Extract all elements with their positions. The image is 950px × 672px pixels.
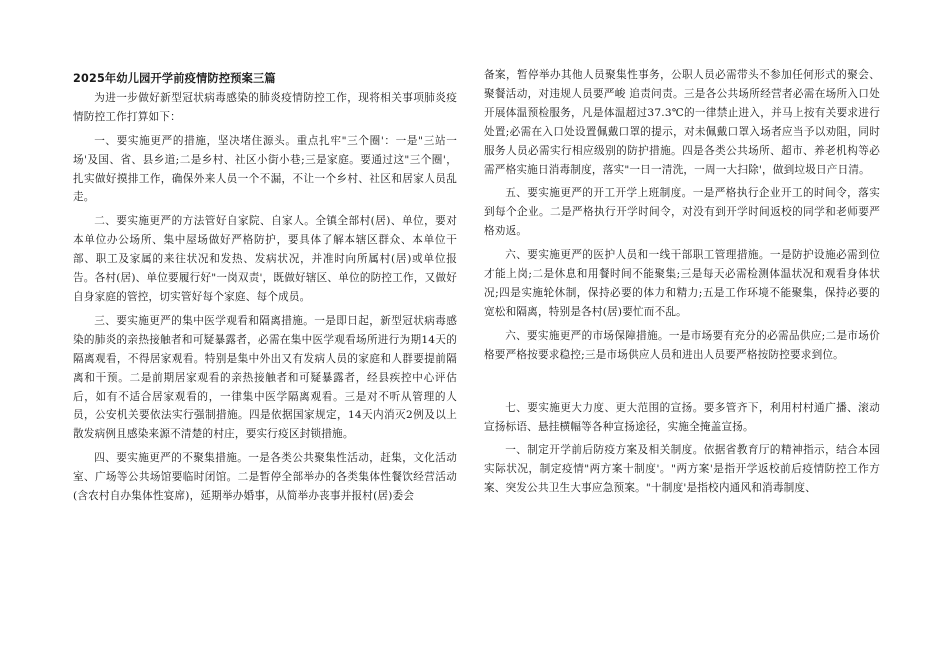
paragraph-4-continued: 备案，暂停举办其他人员聚集性事务，公职人员必需带头不参加任何形式的聚会、聚餐活动，对违规人员要严峻 追责问责。三是各公共场所经营者必需在场所入口处开展体温预检服务，凡是体温超过37.3℃的一律禁止进入，并马上按有关要求进行处置;必需在入口处设置佩戴口罩的提示，对未佩戴口罩入场者应当予以劝阻，同时服务人员必需实行相应级别的防护措施。四是各类公共场所、超市、养老机构等必需严格实施日消毒制度，落实"一日一清洗，一周一大扫除'，做到垃圾日产日清。 bbox=[484, 69, 880, 176]
paragraph-4: 四、要实施更严的不聚集措施。一是各类公共聚集性活动，赶集，文化活动室、广场等公共场馆要临时闭馆。二是暂停全部举办的各类集体性餐饮经营活动(含农村自办集体性宴席)，延期举办婚事，从简举办丧事并报村(居)委会 bbox=[73, 452, 457, 503]
paragraph-6: 六、要实施更严的医护人员和一线干部职工管理措施。一是防护设施必需到位才能上岗;二是休息和用餐时间不能聚集;三是每天必需检测体温状况和观看身体状况;四是实施轮休制，保持必要的体力和精力;五是工作环境不能聚集，保持必要的宽松和隔离，特别是各村(居)要忙而不乱。 bbox=[484, 249, 880, 318]
paragraph-intro: 为进一步做好新型冠状病毒感染的肺炎疫情防控工作，现将相关事项肺炎疫情防控工作打算如下： bbox=[73, 91, 457, 123]
paragraph-plan-1: 一、制定开学前后防疫方案及相关制度。依据省教育厅的精神指示，结合本园实际状况，制定疫情"两方案十制度'。"两方案'是指开学返校前后疫情防控工作方案、突发公共卫生大事应急预案。"十制度'是指校内通风和消毒制度、 bbox=[484, 444, 880, 495]
paragraph-5: 五、要实施更严的开工开学上班制度。一是严格执行企业开工的时间令，落实到每个企业。二是严格执行开学时间令，对没有到开学时间返校的同学和老师要严格劝返。 bbox=[484, 187, 880, 238]
document-title: 2025年幼儿园开学前疫情防控预案三篇 bbox=[73, 72, 276, 85]
right-column bbox=[484, 66, 880, 498]
paragraph-7: 七、要实施更大力度、更大范围的宣扬。要多管齐下，利用村村通广播、滚动宣扬标语、悬挂横幅等各种宣扬途径，实施全掩盖宣扬。 bbox=[484, 401, 880, 433]
paragraph-1: 一、要实施更严的措施，坚决堵住源头。重点扎牢"三个圈'：一是"三站一场'及国、省、县乡道;二是乡村、社区小街小巷;三是家庭。要通过这"三个圈'，扎实做好摸排工作，确保外来人员一个不漏，不让一个乡村、社区和居家人员乱走。 bbox=[73, 134, 457, 204]
paragraph-6b: 六、要实施更严的市场保障措施。一是市场要有充分的必需品供应;二是市场价格要严格按要求稳控;三是市场供应人员和进出人员要严格按防控要求到位。 bbox=[484, 329, 880, 361]
paragraph-2: 二、要实施更严的方法管好自家院、自家人。全镇全部村(居)、单位，要对本单位办公场所、集中屋场做好严格防护，要具体了解本辖区群众、本单位干部、职工及家属的来往状况和发热、发病状况，并准时向所属村(居)或单位报告。各村(居)、单位要履行好"一岗双责'，既做好辖区、单位的防控工作，又做好自身家庭的管控，切实管好每个家庭、每个成员。 bbox=[73, 215, 457, 303]
paragraph-3: 三、要实施更严的集中医学观看和隔离措施。一是即日起，新型冠状病毒感染的肺炎的亲热接触者和可疑暴露者，必需在集中医学观看场所进行为期14天的隔离观看，不得居家观看。特别是集中外出又有发病人员的家庭和人群要提前隔离和干预。二是前期居家观看的亲热接触者和可疑暴露者，经县疾控中心评估后，如有不适合居家观看的，一律集中医学隔离观看。三是对不听从管理的人员，公安机关要依法实行强制措施。四是依据国家规定，14天内消灭2例及以上散发病例且感染来源不清楚的村庄，要实行疫区封锁措施。 bbox=[73, 314, 457, 441]
section-gap bbox=[484, 365, 880, 399]
left-column bbox=[73, 70, 457, 506]
